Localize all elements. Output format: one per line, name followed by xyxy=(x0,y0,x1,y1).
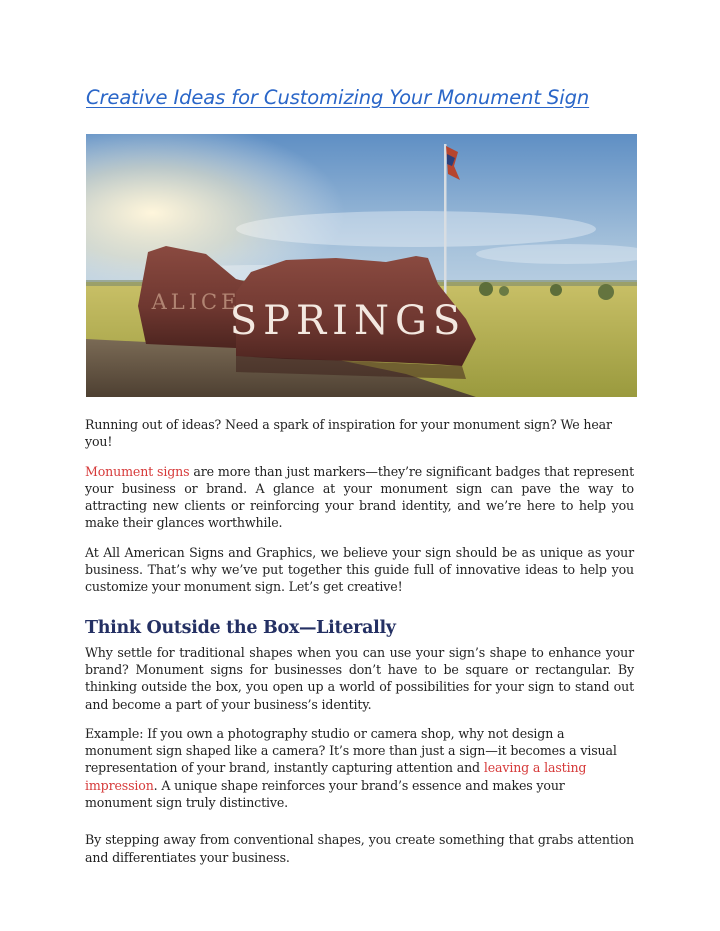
monument-signs-link[interactable]: Monument signs xyxy=(85,463,190,479)
article-body xyxy=(85,416,634,878)
paragraph-monument-signs xyxy=(85,463,634,532)
paragraph-about: At All American Signs and Graphics, we believe your sign should be as unique as your business. That’s why we’ve put together this guide full of innovative ideas to help you customize your monument sign. Let’s get creative! xyxy=(85,544,634,595)
paragraph-text: Example: If you own a photography studio or camera shop, why not design a monument sign shaped like a camera? It’s more than just a sign—it becomes a visual representation of your brand, instantly capturing attention and xyxy=(85,725,617,776)
paragraph-shapes: Why settle for traditional shapes when you can use your sign’s shape to enhance your brand? Monument signs for businesses don’t have to be square or rectangular. By thinking outside the box, you open up a world of possibilities for your sign to stand out and become a part of your business’s identity. xyxy=(85,644,634,712)
paragraph-text: . A unique shape reinforces your brand’s essence and makes your monument sign truly distinctive. xyxy=(85,777,565,811)
section-heading: Think Outside the Box—Literally xyxy=(85,617,396,638)
lasting-impression-link[interactable]: leaving a lasting impression xyxy=(85,760,587,793)
paragraph-example xyxy=(85,725,634,811)
sign-word-alice: ALICE xyxy=(151,290,241,314)
paragraph-conclusion: By stepping away from conventional shapes, you create something that grabs attention and differentiates your business. xyxy=(85,832,634,865)
hero-image xyxy=(86,134,637,397)
page-title[interactable]: Creative Ideas for Customizing Your Monument Sign xyxy=(86,86,590,109)
sign-word-springs: SPRINGS xyxy=(229,298,467,344)
paragraph-text: are more than just markers—they’re significant badges that represent your business or brand. A glance at your monument sign can pave the way to attracting new clients or reinforcing your brand identity, and we’re here to help you make their glances worthwhile. xyxy=(85,463,634,531)
intro-paragraph: Running out of ideas? Need a spark of inspiration for your monument sign? We hear you! xyxy=(85,417,612,450)
monument-sign-photo xyxy=(86,134,637,397)
